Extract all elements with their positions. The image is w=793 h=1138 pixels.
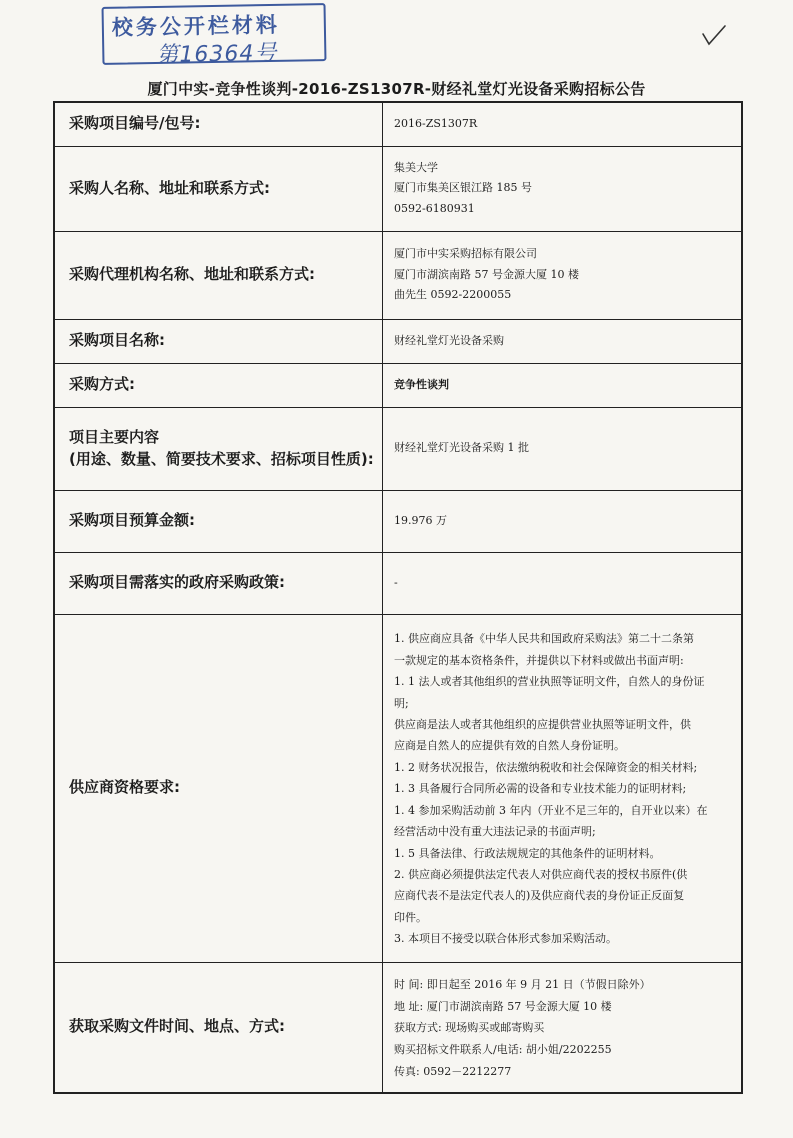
field-label: 采购项目需落实的政府采购政策: <box>54 552 383 614</box>
stamp-title: 校务公开栏材料 <box>111 12 281 40</box>
value-line: 1. 供应商应具备《中华人民共和国政府采购法》第二十二条第 <box>394 632 694 646</box>
value-line: 1. 5 具备法律、行政法规规定的其他条件的证明材料。 <box>394 846 661 860</box>
value-line: 竞争性谈判 <box>394 377 449 391</box>
table-row <box>54 962 742 1093</box>
field-label: 采购人名称、地址和联系方式: <box>54 146 383 231</box>
field-value <box>383 614 743 962</box>
value-line: 财经礼堂灯光设备采购 1 批 <box>394 441 529 455</box>
value-line: 1. 2 财务状况报告，依法缴纳税收和社会保障资金的相关材料; <box>394 760 698 774</box>
field-label: 供应商资格要求: <box>54 614 383 962</box>
field-label: 项目主要内容 (用途、数量、简要技术要求、招标项目性质): <box>54 407 383 490</box>
value-line: 2016-ZS1307R <box>394 117 478 131</box>
table-row <box>54 552 742 614</box>
table-row <box>54 319 742 363</box>
value-line: 时 间: 即日起至 2016 年 9 月 21 日（节假日除外） <box>394 977 651 991</box>
handwritten-check-icon <box>700 22 728 50</box>
field-value <box>383 962 743 1093</box>
value-line: 2. 供应商必须提供法定代表人对供应商代表的授权书原件(供 <box>394 868 688 882</box>
value-line: - <box>394 575 398 589</box>
value-line: 3. 本项目不接受以联合体形式参加采购活动。 <box>394 932 617 946</box>
table-row <box>54 363 742 407</box>
field-value <box>383 146 743 231</box>
table-row <box>54 231 742 319</box>
value-line: 财经礼堂灯光设备采购 <box>394 333 504 347</box>
value-line: 供应商是法人或者其他组织的应提供营业执照等证明文件，供 <box>394 717 691 731</box>
table-row <box>54 146 742 231</box>
field-value <box>383 102 743 146</box>
value-line: 明; <box>394 696 409 710</box>
value-line: 曲先生 0592-2200055 <box>394 288 512 302</box>
field-label: 采购方式: <box>54 363 383 407</box>
value-line: 印件。 <box>394 910 427 924</box>
value-line: 厦门市中实采购招标有限公司 <box>394 247 537 261</box>
document-title: 厦门中实-竞争性谈判-2016-ZS1307R-财经礼堂灯光设备采购招标公告 <box>147 80 646 98</box>
field-label: 采购项目编号/包号: <box>54 102 383 146</box>
table-row <box>54 614 742 962</box>
value-line: 0592-6180931 <box>394 201 475 215</box>
table-row <box>54 102 742 146</box>
field-label: 采购项目名称: <box>54 319 383 363</box>
value-line: 1. 4 参加采购活动前 3 年内（开业不足三年的，自开业以来）在 <box>394 803 708 817</box>
field-label: 采购项目预算金额: <box>54 490 383 552</box>
field-value <box>383 319 743 363</box>
field-value <box>383 407 743 490</box>
value-line: 1. 3 具备履行合同所必需的设备和专业技术能力的证明材料; <box>394 782 687 796</box>
stamp-number: 第16364号 <box>156 40 278 69</box>
value-line: 获取方式: 现场购买或邮寄购买 <box>394 1021 545 1035</box>
field-value <box>383 552 743 614</box>
value-line: 厦门市集美区银江路 185 号 <box>394 181 532 195</box>
value-line: 厦门市湖滨南路 57 号金源大厦 10 楼 <box>394 267 579 281</box>
announcement-table <box>53 101 743 1094</box>
field-label: 获取采购文件时间、地点、方式: <box>54 962 383 1093</box>
archive-stamp <box>102 3 327 69</box>
table-row <box>54 490 742 552</box>
field-value <box>383 231 743 319</box>
value-line: 集美大学 <box>394 160 438 174</box>
value-line: 1. 1 法人或者其他组织的营业执照等证明文件，自然人的身份证 <box>394 675 705 689</box>
value-line: 应商代表不是法定代表人的)及供应商代表的身份证正反面复 <box>394 889 685 903</box>
value-line: 经营活动中没有重大违法记录的书面声明; <box>394 825 596 839</box>
value-line: 传真: 0592－2212277 <box>394 1064 512 1078</box>
value-line: 19.976 万 <box>394 513 447 527</box>
table-row <box>54 407 742 490</box>
field-value <box>383 490 743 552</box>
value-line: 一款规定的基本资格条件，并提供以下材料或做出书面声明: <box>394 653 684 667</box>
field-value <box>383 363 743 407</box>
value-line: 地 址: 厦门市湖滨南路 57 号金源大厦 10 楼 <box>394 999 612 1013</box>
field-label: 采购代理机构名称、地址和联系方式: <box>54 231 383 319</box>
value-line: 购买招标文件联系人/电话: 胡小姐/2202255 <box>394 1043 612 1057</box>
value-line: 应商是自然人的应提供有效的自然人身份证明。 <box>394 739 625 753</box>
